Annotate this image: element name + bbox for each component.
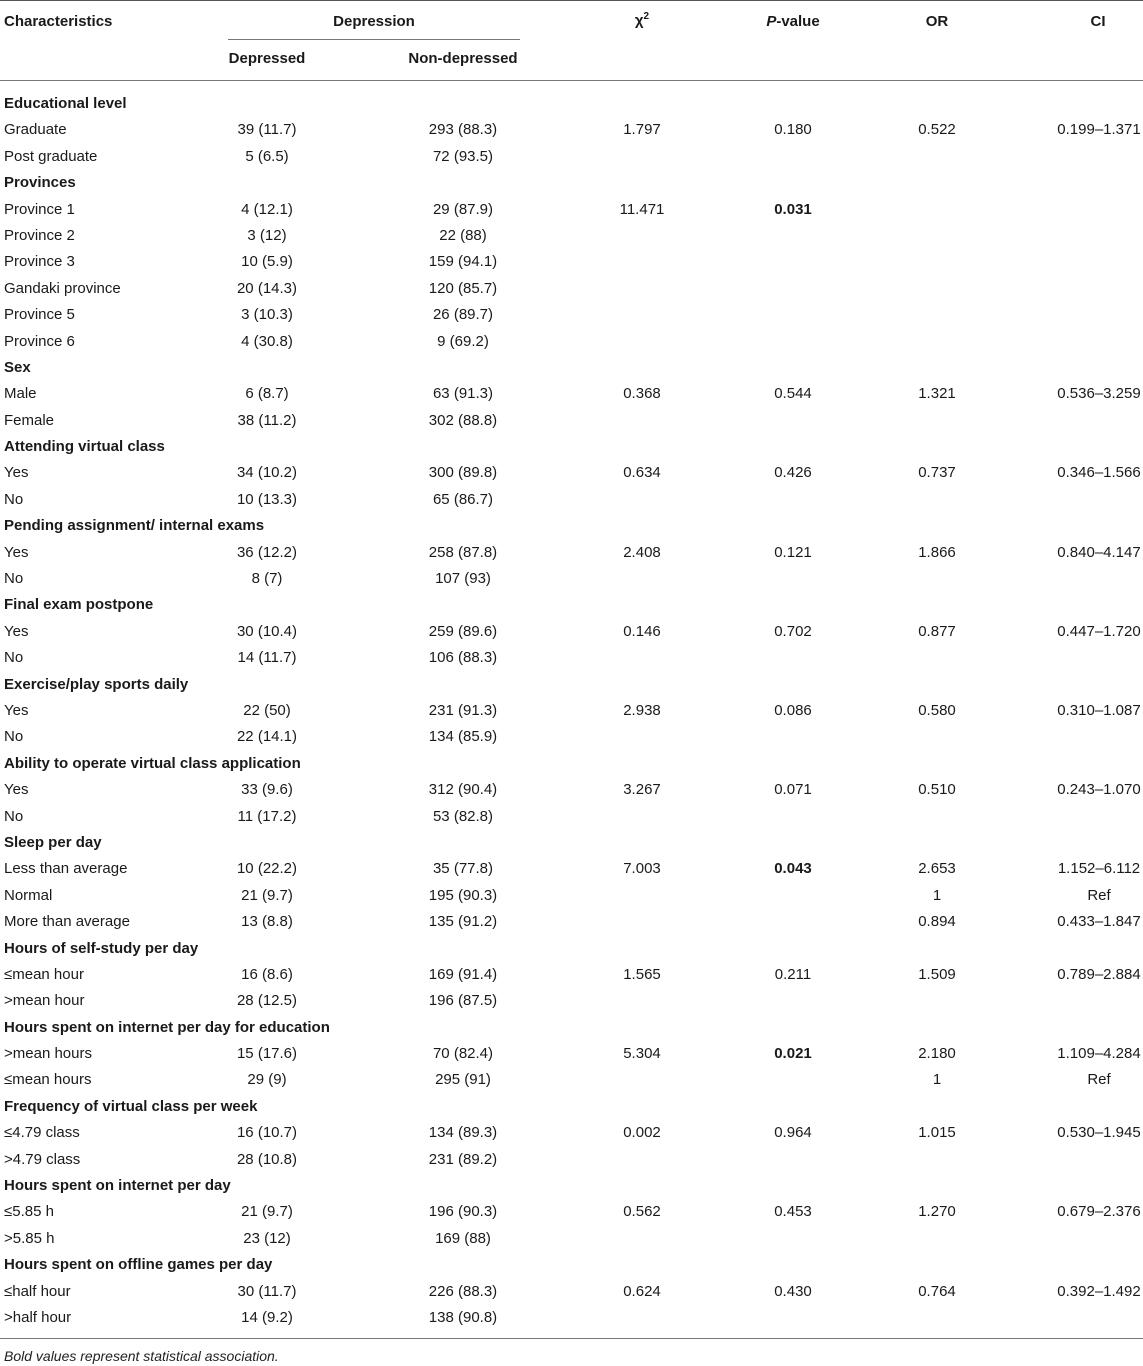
row-label: Gandaki province — [4, 279, 121, 297]
header-or: OR — [925, 13, 949, 30]
chi-square-cell: 3.267 — [623, 781, 661, 799]
or-cell: 0.894 — [918, 913, 956, 931]
row-label: No — [4, 728, 24, 746]
non-depressed-cell: 300 (89.8) — [428, 464, 498, 482]
depressed-cell: 29 (9) — [247, 1071, 287, 1089]
section-header-row — [0, 90, 1143, 116]
depressed-cell: 15 (17.6) — [236, 1045, 298, 1063]
section-label: Final exam postpone — [4, 596, 154, 614]
table-row — [0, 723, 1143, 749]
row-label: Post graduate — [4, 147, 98, 165]
depressed-cell: 23 (12) — [243, 1229, 291, 1247]
non-depressed-cell: 293 (88.3) — [428, 121, 498, 139]
section-label: Hours spent on internet per day for education — [4, 1018, 330, 1036]
p-value-cell: 0.021 — [774, 1045, 812, 1063]
section-header-row — [0, 354, 1143, 380]
or-cell: 1 — [932, 1071, 942, 1089]
row-label: No — [4, 570, 24, 588]
non-depressed-cell: 120 (85.7) — [428, 279, 498, 297]
section-header-row — [0, 1251, 1143, 1277]
chi-square-cell: 0.624 — [623, 1282, 661, 1300]
row-label: Yes — [4, 622, 29, 640]
table-row — [0, 328, 1143, 354]
ci-cell: 0.679–2.376 — [1057, 1203, 1141, 1221]
or-cell: 0.877 — [918, 622, 956, 640]
table-row — [0, 565, 1143, 591]
section-label: Hours spent on offline games per day — [4, 1256, 273, 1274]
or-cell: 0.510 — [918, 781, 956, 799]
ci-cell: 1.109–4.284 — [1057, 1045, 1141, 1063]
non-depressed-cell: 226 (88.3) — [428, 1282, 498, 1300]
non-depressed-cell: 134 (85.9) — [428, 728, 498, 746]
depressed-cell: 21 (9.7) — [241, 1203, 293, 1221]
p-value-cell: 0.964 — [774, 1124, 812, 1142]
non-depressed-cell: 35 (77.8) — [432, 860, 494, 878]
table-row — [0, 1304, 1143, 1330]
non-depressed-cell: 107 (93) — [435, 570, 491, 588]
non-depressed-cell: 22 (88) — [439, 226, 487, 244]
non-depressed-cell: 135 (91.2) — [428, 913, 498, 931]
table-row — [0, 776, 1143, 802]
row-label: Yes — [4, 781, 29, 799]
table-row — [0, 855, 1143, 881]
row-label: Female — [4, 411, 55, 429]
or-cell: 1.509 — [918, 965, 956, 983]
table-top-rule — [0, 0, 1143, 1]
depressed-cell: 36 (12.2) — [236, 543, 298, 561]
section-header-row — [0, 1172, 1143, 1198]
section-header-row — [0, 750, 1143, 776]
or-cell: 2.653 — [918, 860, 956, 878]
ci-cell: 0.310–1.087 — [1057, 701, 1141, 719]
ci-cell: 0.536–3.259 — [1057, 385, 1141, 403]
depressed-cell: 3 (12) — [247, 226, 287, 244]
non-depressed-cell: 258 (87.8) — [428, 543, 498, 561]
table-row — [0, 618, 1143, 644]
row-label: Province 1 — [4, 200, 75, 218]
table-row — [0, 1225, 1143, 1251]
non-depressed-cell: 169 (91.4) — [428, 965, 498, 983]
ci-cell: 0.433–1.847 — [1057, 913, 1141, 931]
non-depressed-cell: 9 (69.2) — [437, 332, 489, 350]
depressed-cell: 28 (10.8) — [236, 1150, 298, 1168]
non-depressed-cell: 195 (90.3) — [428, 886, 498, 904]
row-label: No — [4, 649, 24, 667]
or-cell: 1.270 — [918, 1203, 956, 1221]
non-depressed-cell: 29 (87.9) — [432, 200, 494, 218]
row-label: ≤4.79 class — [4, 1124, 80, 1142]
section-header-row — [0, 829, 1143, 855]
or-cell: 2.180 — [918, 1045, 956, 1063]
table-row — [0, 1146, 1143, 1172]
table-row — [0, 380, 1143, 406]
or-cell: 1.866 — [918, 543, 956, 561]
table-row — [0, 1119, 1143, 1145]
depressed-cell: 5 (6.5) — [245, 147, 289, 165]
non-depressed-cell: 196 (87.5) — [428, 992, 498, 1010]
table-row — [0, 459, 1143, 485]
table-row — [0, 987, 1143, 1013]
header-p-value — [755, 13, 831, 30]
or-cell: 0.737 — [918, 464, 956, 482]
row-label: Province 5 — [4, 306, 75, 324]
non-depressed-cell: 26 (89.7) — [432, 306, 494, 324]
non-depressed-cell: 312 (90.4) — [428, 781, 498, 799]
section-label: Hours spent on internet per day — [4, 1177, 231, 1195]
non-depressed-cell: 196 (90.3) — [428, 1203, 498, 1221]
table-row — [0, 143, 1143, 169]
row-label: Province 6 — [4, 332, 75, 350]
depressed-cell: 16 (10.7) — [236, 1124, 298, 1142]
depressed-cell: 22 (50) — [243, 701, 291, 719]
table-row — [0, 196, 1143, 222]
p-rest: -value — [776, 13, 820, 30]
non-depressed-cell: 65 (86.7) — [432, 490, 494, 508]
p-value-cell: 0.430 — [774, 1282, 812, 1300]
ci-cell: 0.840–4.147 — [1057, 543, 1141, 561]
chi-superscript: 2 — [643, 11, 650, 22]
table-footnote: Bold values represent statistical association. — [4, 1348, 279, 1364]
p-value-cell: 0.702 — [774, 622, 812, 640]
header-characteristics: Characteristics — [4, 13, 113, 30]
non-depressed-cell: 302 (88.8) — [428, 411, 498, 429]
row-label: Yes — [4, 464, 29, 482]
ci-cell: 1.152–6.112 — [1057, 860, 1141, 878]
row-label: >mean hour — [4, 992, 85, 1010]
table-row — [0, 539, 1143, 565]
section-label: Ability to operate virtual class application — [4, 754, 301, 772]
depressed-cell: 16 (8.6) — [241, 965, 293, 983]
section-header-row — [0, 433, 1143, 459]
depressed-cell: 10 (5.9) — [241, 253, 293, 271]
chi-symbol: χ — [634, 12, 644, 29]
table-row — [0, 1278, 1143, 1304]
row-label: No — [4, 807, 24, 825]
table-row — [0, 116, 1143, 142]
table-row — [0, 275, 1143, 301]
chi-square-cell: 1.797 — [623, 121, 661, 139]
section-header-row — [0, 1093, 1143, 1119]
depressed-cell: 22 (14.1) — [236, 728, 298, 746]
depressed-cell: 14 (11.7) — [237, 649, 297, 667]
header-non-depressed: Non-depressed — [408, 50, 518, 67]
chi-square-cell: 2.938 — [623, 701, 661, 719]
depressed-cell: 38 (11.2) — [237, 411, 297, 429]
non-depressed-cell: 63 (91.3) — [432, 385, 494, 403]
non-depressed-cell: 295 (91) — [435, 1071, 491, 1089]
or-cell: 1.015 — [918, 1124, 956, 1142]
or-cell: 1 — [932, 886, 942, 904]
or-cell: 0.522 — [918, 121, 956, 139]
table-row — [0, 1040, 1143, 1066]
row-label: Yes — [4, 543, 29, 561]
non-depressed-cell: 134 (89.3) — [428, 1124, 498, 1142]
row-label: >5.85 h — [4, 1229, 55, 1247]
table-row — [0, 697, 1143, 723]
p-value-cell: 0.544 — [774, 385, 812, 403]
row-label: Normal — [4, 886, 53, 904]
ci-cell: 0.243–1.070 — [1057, 781, 1141, 799]
section-label: Provinces — [4, 174, 76, 192]
row-label: More than average — [4, 913, 130, 931]
non-depressed-cell: 72 (93.5) — [432, 147, 494, 165]
ci-cell: 0.447–1.720 — [1057, 622, 1141, 640]
section-label: Sleep per day — [4, 833, 102, 851]
depressed-cell: 20 (14.3) — [236, 279, 298, 297]
table-row — [0, 222, 1143, 248]
depressed-cell: 30 (10.4) — [236, 622, 298, 640]
non-depressed-cell: 53 (82.8) — [432, 807, 494, 825]
p-value-cell: 0.031 — [774, 200, 812, 218]
section-header-row — [0, 671, 1143, 697]
depressed-cell: 33 (9.6) — [241, 781, 293, 799]
row-label: ≤half hour — [4, 1282, 71, 1300]
table-row — [0, 961, 1143, 987]
table-row — [0, 644, 1143, 670]
section-header-row — [0, 591, 1143, 617]
header-chi-square — [620, 11, 664, 29]
table-row — [0, 882, 1143, 908]
table-row — [0, 486, 1143, 512]
ci-cell: Ref — [1087, 886, 1111, 904]
row-label: Yes — [4, 701, 29, 719]
depressed-cell: 39 (11.7) — [237, 121, 297, 139]
chi-square-cell: 0.368 — [623, 385, 661, 403]
depressed-cell: 30 (11.7) — [237, 1282, 297, 1300]
non-depressed-cell: 159 (94.1) — [428, 253, 498, 271]
table-bottom-rule — [0, 1338, 1143, 1339]
depressed-cell: 13 (8.8) — [241, 913, 293, 931]
table-row — [0, 407, 1143, 433]
header-rule — [0, 80, 1143, 81]
section-header-row — [0, 1014, 1143, 1040]
ci-cell: 0.789–2.884 — [1057, 965, 1141, 983]
chi-square-cell: 0.146 — [623, 622, 661, 640]
section-header-row — [0, 935, 1143, 961]
table-row — [0, 908, 1143, 934]
depressed-cell: 10 (22.2) — [236, 860, 298, 878]
chi-square-cell: 0.002 — [623, 1124, 661, 1142]
non-depressed-cell: 231 (91.3) — [428, 701, 498, 719]
p-value-cell: 0.043 — [774, 860, 812, 878]
depressed-cell: 4 (12.1) — [241, 200, 293, 218]
table-row — [0, 1198, 1143, 1224]
row-label: Less than average — [4, 860, 128, 878]
ci-cell: 0.530–1.945 — [1057, 1124, 1141, 1142]
non-depressed-cell: 106 (88.3) — [428, 649, 498, 667]
chi-square-cell: 1.565 — [623, 965, 661, 983]
row-label: Province 2 — [4, 226, 75, 244]
chi-square-cell: 11.471 — [619, 200, 665, 218]
section-label: Hours of self-study per day — [4, 939, 199, 957]
row-label: >4.79 class — [4, 1150, 81, 1168]
section-label: Pending assignment/ internal exams — [4, 517, 265, 535]
chi-square-cell: 2.408 — [623, 543, 661, 561]
chi-square-cell: 0.634 — [623, 464, 661, 482]
or-cell: 0.580 — [918, 701, 956, 719]
section-label: Educational level — [4, 95, 127, 112]
row-label: Graduate — [4, 121, 67, 139]
row-label: >mean hours — [4, 1045, 92, 1063]
depressed-cell: 10 (13.3) — [236, 490, 298, 508]
section-header-row — [0, 169, 1143, 195]
row-label: No — [4, 490, 24, 508]
non-depressed-cell: 70 (82.4) — [432, 1045, 494, 1063]
table-row — [0, 1066, 1143, 1092]
section-label: Exercise/play sports daily — [4, 675, 189, 693]
table-row — [0, 248, 1143, 274]
row-label: Province 3 — [4, 253, 75, 271]
header-depression: Depression — [333, 13, 415, 30]
ci-cell: 0.199–1.371 — [1057, 121, 1141, 139]
row-label: ≤mean hour — [4, 965, 84, 983]
table-body — [0, 90, 1143, 1330]
chi-square-cell: 5.304 — [623, 1045, 661, 1063]
depressed-cell: 8 (7) — [251, 570, 283, 588]
row-label: ≤mean hours — [4, 1071, 92, 1089]
p-value-cell: 0.071 — [774, 781, 812, 799]
p-value-cell: 0.453 — [774, 1203, 812, 1221]
p-value-cell: 0.426 — [774, 464, 812, 482]
section-header-row — [0, 512, 1143, 538]
depressed-cell: 14 (9.2) — [241, 1308, 293, 1326]
row-label: Male — [4, 385, 37, 403]
chi-square-cell: 0.562 — [623, 1203, 661, 1221]
depressed-cell: 11 (17.2) — [237, 807, 297, 825]
depressed-cell: 34 (10.2) — [236, 464, 298, 482]
depressed-cell: 6 (8.7) — [245, 385, 289, 403]
ci-cell: 0.346–1.566 — [1057, 464, 1141, 482]
p-value-cell: 0.086 — [774, 701, 812, 719]
depressed-cell: 21 (9.7) — [241, 886, 293, 904]
p-value-cell: 0.180 — [774, 121, 812, 139]
header-depressed: Depressed — [228, 50, 306, 67]
p-value-cell: 0.121 — [774, 543, 812, 561]
section-label: Sex — [4, 358, 31, 376]
depressed-cell: 28 (12.5) — [236, 992, 298, 1010]
ci-cell: Ref — [1087, 1071, 1111, 1089]
section-label: Frequency of virtual class per week — [4, 1097, 258, 1115]
header-ci: CI — [1090, 13, 1106, 30]
row-label: ≤5.85 h — [4, 1203, 54, 1221]
depressed-cell: 3 (10.3) — [241, 306, 293, 324]
p-value-cell: 0.211 — [774, 965, 812, 983]
chi-square-cell: 7.003 — [623, 860, 661, 878]
depressed-cell: 4 (30.8) — [241, 332, 293, 350]
or-cell: 0.764 — [918, 1282, 956, 1300]
depression-group-rule — [228, 39, 520, 40]
or-cell: 1.321 — [918, 385, 956, 403]
table-row — [0, 803, 1143, 829]
row-label: >half hour — [4, 1308, 72, 1326]
non-depressed-cell: 259 (89.6) — [428, 622, 498, 640]
non-depressed-cell: 138 (90.8) — [428, 1308, 498, 1326]
ci-cell: 0.392–1.492 — [1057, 1282, 1141, 1300]
non-depressed-cell: 169 (88) — [435, 1229, 491, 1247]
non-depressed-cell: 231 (89.2) — [428, 1150, 498, 1168]
section-label: Attending virtual class — [4, 438, 165, 456]
p-italic: P — [766, 13, 777, 30]
table-row — [0, 301, 1143, 327]
